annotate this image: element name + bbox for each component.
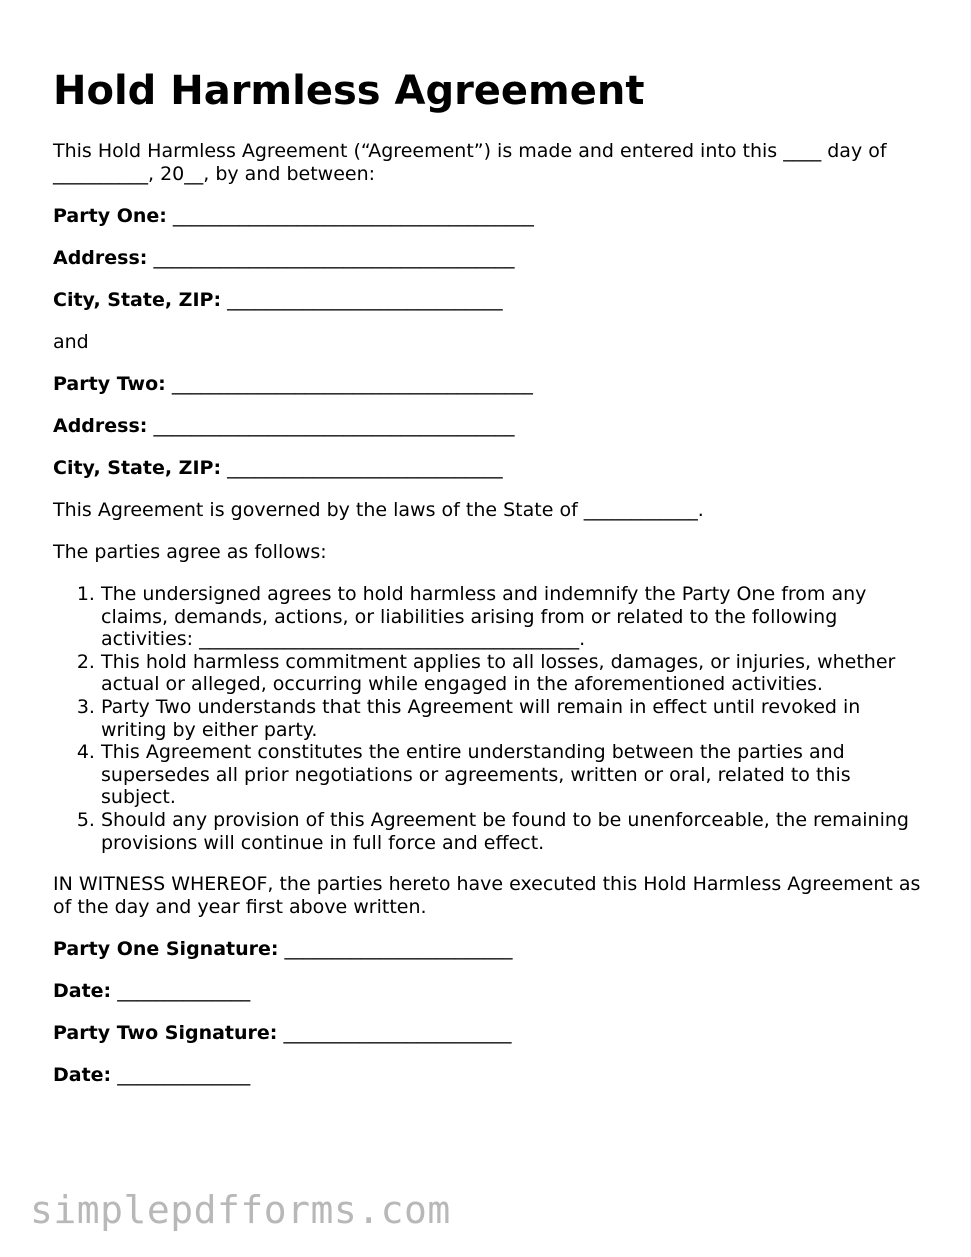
term-item: 5. Should any provision of this Agreement be found to be unenforceable, the remaining provisions will continue in full force and effect. (101, 809, 923, 854)
party-one-city-field (53, 289, 923, 312)
party-one-name-label: Party One: (53, 205, 167, 227)
party-one-city-label: City, State, ZIP: (53, 289, 222, 311)
party-two-signature-field (53, 1022, 923, 1045)
agree-intro: The parties agree as follows: (53, 541, 327, 563)
party-two-signature-label: Party Two Signature: (53, 1022, 278, 1045)
date-two-blank: ______________ (117, 1064, 251, 1087)
party-two-signature-blank: ________________________ (283, 1022, 512, 1045)
document-page (53, 0, 923, 1087)
party-two-address-blank: ______________________________________ (153, 415, 515, 437)
party-two-city-blank: _____________________________ (227, 457, 503, 479)
witness-paragraph: IN WITNESS WHEREOF, the parties hereto have executed this Hold Harmless Agreement as of the day and year first above written. (53, 873, 921, 919)
date-two-label: Date: (53, 1064, 112, 1087)
term-item: 4. This Agreement constitutes the entire understanding between the parties and supersedes all prior negotiations or agreements, written or oral, related to this subject. (101, 741, 923, 809)
party-two-name-field (53, 373, 923, 396)
intro-paragraph: This Hold Harmless Agreement (“Agreement”) is made and entered into this ____ day of __________, 20__, by and between: (53, 140, 887, 185)
term-item: 3. Party Two understands that this Agreement will remain in effect until revoked in writing by either party. (101, 696, 923, 741)
party-one-signature-label: Party One Signature: (53, 938, 279, 961)
date-two-field (53, 1064, 923, 1087)
date-one-blank: ______________ (117, 980, 251, 1003)
document-title: Hold Harmless Agreement (53, 68, 645, 114)
governing-law-paragraph: This Agreement is governed by the laws of the State of ____________. (53, 499, 704, 521)
party-two-address-label: Address: (53, 415, 148, 437)
party-two-address-field (53, 415, 923, 438)
party-one-signature-blank: ________________________ (284, 938, 513, 961)
watermark: simplepdfforms.com (30, 1188, 451, 1232)
terms-list (53, 583, 923, 854)
and-text: and (53, 331, 89, 353)
party-one-name-field (53, 205, 923, 228)
party-two-city-field (53, 457, 923, 480)
party-one-signature-field (53, 938, 923, 961)
date-one-label: Date: (53, 980, 112, 1003)
term-item: 2. This hold harmless commitment applies to all losses, damages, or injuries, whether actual or alleged, occurring while engaged in the aforementioned activities. (101, 651, 923, 696)
party-one-address-label: Address: (53, 247, 148, 269)
party-two-city-label: City, State, ZIP: (53, 457, 222, 479)
date-one-field (53, 980, 923, 1003)
party-one-address-blank: ______________________________________ (153, 247, 515, 269)
party-two-name-blank: ______________________________________ (171, 373, 533, 395)
party-two-name-label: Party Two: (53, 373, 166, 395)
party-one-address-field (53, 247, 923, 270)
party-one-city-blank: _____________________________ (227, 289, 503, 311)
party-one-name-blank: ______________________________________ (172, 205, 534, 227)
term-item: 1. The undersigned agrees to hold harmless and indemnify the Party One from any claims, demands, actions, or liabilities arising from or related to the following activities: ________________________________________. (101, 583, 923, 651)
